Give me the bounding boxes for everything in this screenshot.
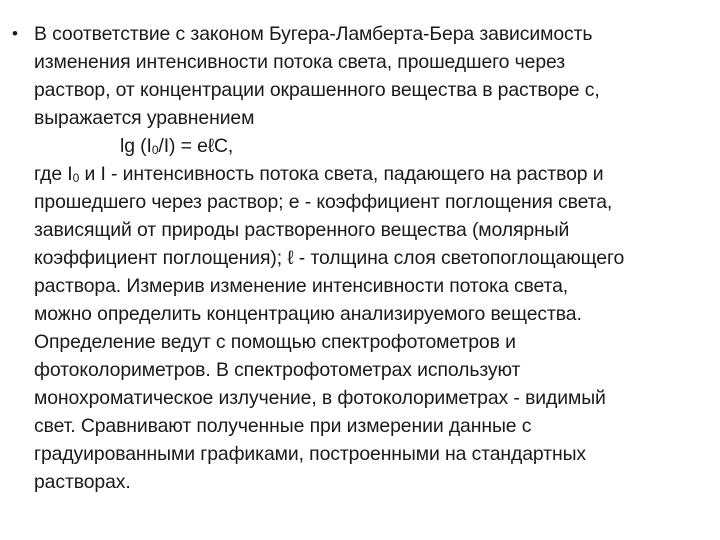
- where-line: [34, 160, 714, 188]
- where-suffix: и I - интенсивность потока света, падающего на раствор и: [79, 163, 604, 185]
- bullet-marker: •: [12, 24, 18, 43]
- text-line: раствор, от концентрации окрашенного вещества в растворе с,: [34, 79, 600, 101]
- where-subscript: 0: [72, 171, 80, 185]
- text-line: градуированными графиками, построенными на стандартных: [34, 443, 587, 465]
- formula-line: [34, 132, 714, 160]
- text-line: растворах.: [34, 471, 131, 493]
- text-line: свет. Сравнивают полученные при измерении данные с: [34, 415, 532, 437]
- where-prefix: где I: [34, 163, 73, 185]
- text-line: можно определить концентрацию анализируемого вещества.: [34, 303, 582, 325]
- text-line: Определение ведут с помощью спектрофотометров и: [34, 331, 516, 353]
- text-line: коэффициент поглощения); ℓ - толщина слоя светопоглощающего: [34, 247, 625, 269]
- text-line: выражается уравнением: [34, 107, 255, 129]
- formula-prefix: lg (I: [120, 135, 152, 157]
- text-line: зависящий от природы растворенного вещества (молярный: [34, 219, 570, 241]
- body-text: [34, 20, 714, 496]
- formula-suffix: /I) = eℓC,: [158, 135, 234, 157]
- text-line: прошедшего через раствор; e - коэффициент поглощения света,: [34, 191, 613, 213]
- text-line: В соответствие с законом Бугера-Ламберта-Бера зависимость: [34, 23, 593, 45]
- text-line: монохроматическое излучение, в фотоколориметрах - видимый: [34, 387, 606, 409]
- text-line: фотоколориметров. В спектрофотометрах используют: [34, 359, 521, 381]
- text-line: раствора. Измерив изменение интенсивности потока света,: [34, 275, 569, 297]
- text-line: изменения интенсивности потока света, прошедшего через: [34, 51, 566, 73]
- formula-subscript: 0: [151, 143, 159, 157]
